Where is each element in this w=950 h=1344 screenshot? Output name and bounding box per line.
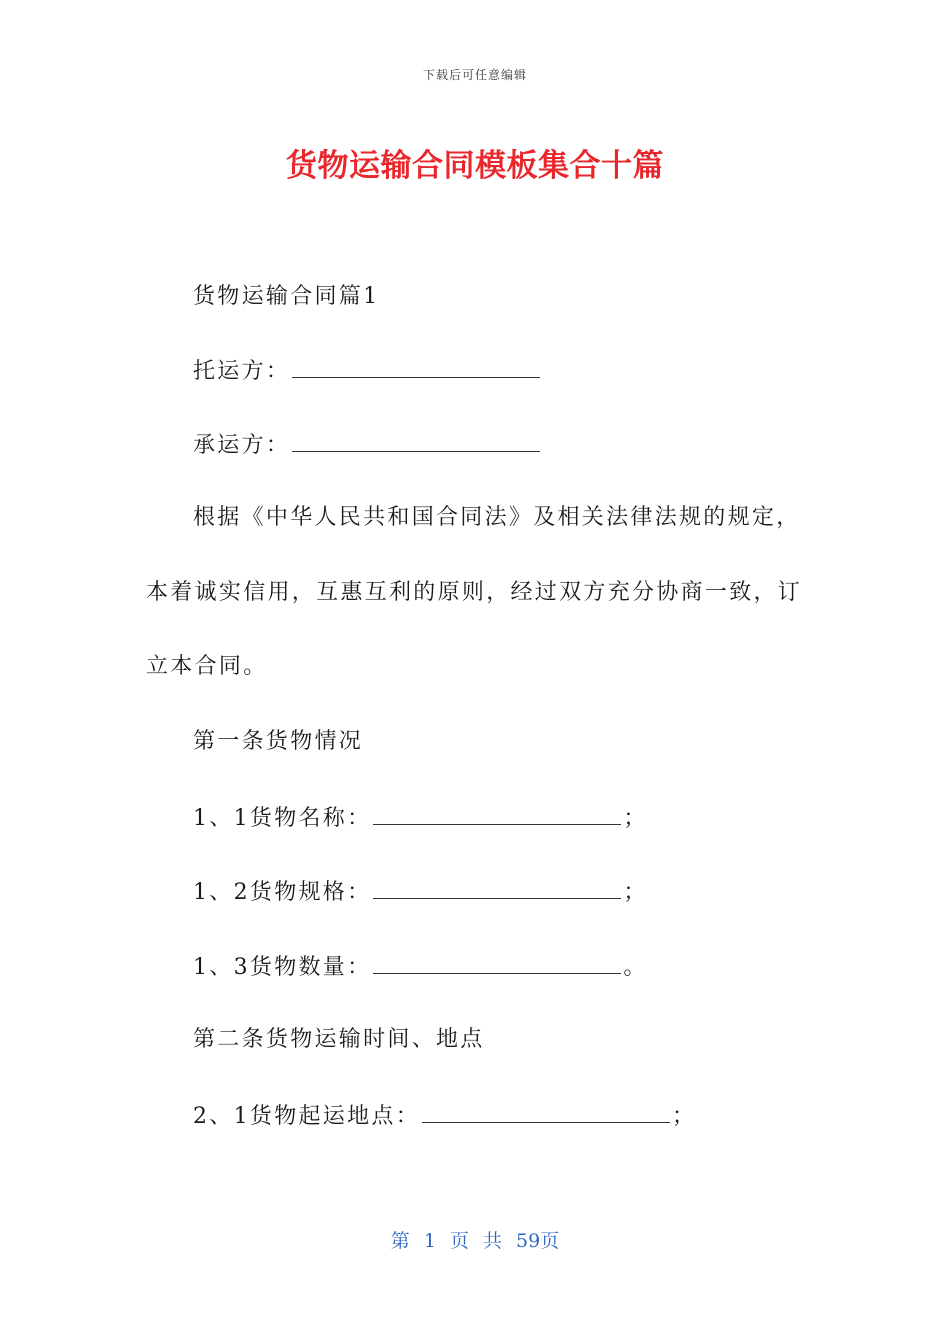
article1-item3-blank [373,951,621,974]
preamble-line-1 [146,503,853,533]
article1-item1-label: 1、1货物名称： [193,806,372,831]
article1-item2-blank [373,876,621,899]
carrier-blank [292,429,540,452]
preamble-line-3 [146,652,806,682]
document-title: 货物运输合同模板集合十篇 [286,148,664,184]
article1-item2-label: 1、2货物规格： [193,880,372,905]
article1-item3-label: 1、3货物数量： [193,955,372,980]
article2-heading [146,1025,853,1055]
article1-item1 [146,802,853,834]
article1-item1-end: ； [623,806,648,831]
preamble-text-1: 根据《中华人民共和国合同法》及相关法律法规的规定， [193,505,801,530]
article1-item1-blank [373,802,621,825]
article1-item3-end: 。 [623,955,648,980]
consignor-blank [292,355,540,378]
article1-heading-text: 第一条货物情况 [193,729,364,754]
article1-item2 [146,876,853,908]
page-number-text: 第 1 页 共 59页 [390,1230,560,1252]
header-note: 下载后可任意编辑 [422,68,527,82]
article1-item3 [146,951,853,983]
article2-item1-label: 2、1货物起运地点： [193,1104,420,1129]
consignor-line [146,355,853,387]
preamble-line-2 [146,578,806,608]
article2-item1-end: ； [672,1104,697,1129]
consignor-label: 托运方： [193,359,291,384]
article2-item1-blank [422,1100,670,1123]
article2-item1 [146,1100,853,1132]
carrier-line [146,429,853,461]
article2-heading-text: 第二条货物运输时间、地点 [193,1027,485,1052]
article1-heading [146,727,853,757]
carrier-label: 承运方： [193,433,291,458]
preamble-text-3: 立本合同。 [146,654,268,679]
preamble-text-2: 本着诚实信用，互惠互利的原则，经过双方充分协商一致，订 [146,580,803,605]
article1-item2-end: ； [623,880,648,905]
section-title [146,282,853,312]
page-footer [0,1226,950,1253]
section-title-text: 货物运输合同篇1 [193,284,380,309]
